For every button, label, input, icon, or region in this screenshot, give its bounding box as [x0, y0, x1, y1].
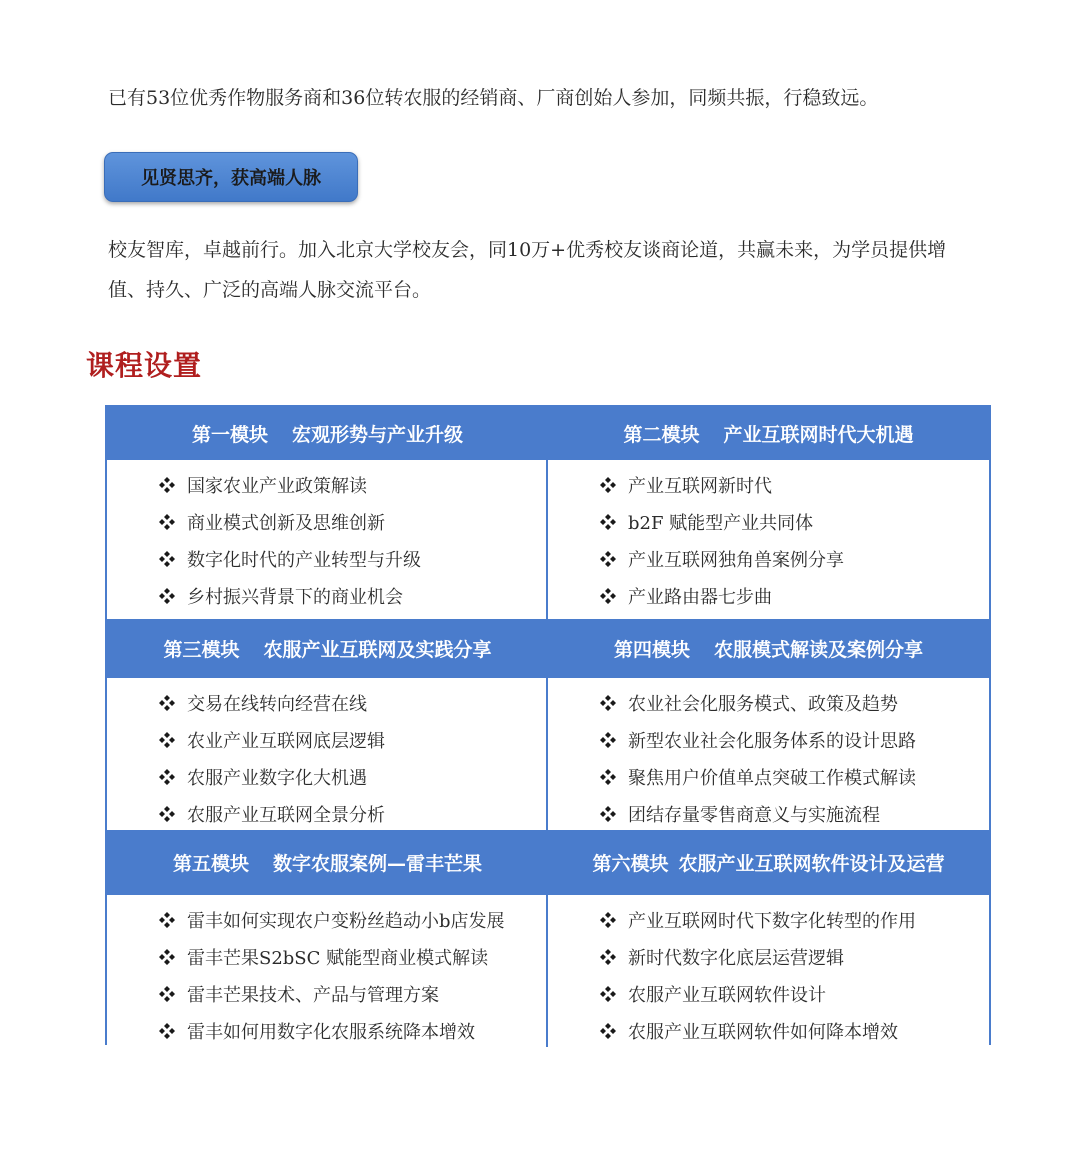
list-item: 雷丰芒果技术、产品与管理方案 — [159, 975, 546, 1012]
list-item: 农服产业数字化大机遇 — [159, 758, 546, 795]
module-5-title: 数字农服案例—雷丰芒果 — [273, 853, 483, 875]
module-4-title: 农服模式解读及案例分享 — [714, 639, 924, 661]
module-4-items — [548, 678, 989, 830]
diamond-bullet-icon — [600, 806, 616, 822]
list-item: 产业互联网独角兽案例分享 — [600, 540, 989, 577]
module-2-items — [548, 460, 989, 619]
diamond-bullet-icon — [159, 806, 175, 822]
module-6-items — [548, 895, 989, 1047]
module-3-number: 第三模块 — [163, 639, 240, 661]
course-table — [105, 405, 991, 1045]
list-item: 产业路由器七步曲 — [600, 577, 989, 614]
diamond-bullet-icon — [600, 732, 616, 748]
module-6-number: 第六模块 — [592, 853, 669, 875]
module-2-header — [548, 407, 989, 460]
diamond-bullet-icon — [600, 477, 616, 493]
module-6-header — [548, 830, 989, 895]
diamond-bullet-icon — [600, 588, 616, 604]
module-3-header — [107, 619, 548, 678]
diamond-bullet-icon — [159, 588, 175, 604]
diamond-bullet-icon — [159, 551, 175, 567]
module-5-header — [107, 830, 548, 895]
list-item: 雷丰如何用数字化农服系统降本增效 — [159, 1012, 546, 1049]
list-item: 新时代数字化底层运营逻辑 — [600, 938, 989, 975]
list-item: 商业模式创新及思维创新 — [159, 503, 546, 540]
module-5-number: 第五模块 — [172, 853, 249, 875]
diamond-bullet-icon — [159, 912, 175, 928]
diamond-bullet-icon — [600, 949, 616, 965]
section-title: 课程设置 — [86, 349, 203, 382]
diamond-bullet-icon — [159, 514, 175, 530]
list-item: 团结存量零售商意义与实施流程 — [600, 795, 989, 832]
list-item: 数字化时代的产业转型与升级 — [159, 540, 546, 577]
list-item: 产业互联网时代下数字化转型的作用 — [600, 901, 989, 938]
list-item: 新型农业社会化服务体系的设计思路 — [600, 721, 989, 758]
module-3-title: 农服产业互联网及实践分享 — [263, 639, 492, 661]
list-item: 交易在线转向经营在线 — [159, 684, 546, 721]
module-1-number: 第一模块 — [191, 424, 268, 446]
list-item: 产业互联网新时代 — [600, 466, 989, 503]
diamond-bullet-icon — [600, 1023, 616, 1039]
list-item: 农服产业互联网全景分析 — [159, 795, 546, 832]
module-4-number: 第四模块 — [613, 639, 690, 661]
diamond-bullet-icon — [159, 695, 175, 711]
network-paragraph: 校友智库，卓越前行。加入北京大学校友会，同10万+优秀校友谈商论道，共赢未来，为学员提供增值、持久、广泛的高端人脉交流平台。 — [108, 239, 947, 301]
list-item: 农业产业互联网底层逻辑 — [159, 721, 546, 758]
diamond-bullet-icon — [159, 986, 175, 1002]
highlight-badge: 见贤思齐，获高端人脉 — [104, 152, 358, 202]
list-item: 农服产业互联网软件如何降本增效 — [600, 1012, 989, 1049]
diamond-bullet-icon — [159, 732, 175, 748]
diamond-bullet-icon — [600, 769, 616, 785]
diamond-bullet-icon — [159, 477, 175, 493]
diamond-bullet-icon — [600, 695, 616, 711]
module-1-items — [107, 460, 548, 619]
list-item: 国家农业产业政策解读 — [159, 466, 546, 503]
list-item: b2F 赋能型产业共同体 — [600, 503, 989, 540]
diamond-bullet-icon — [600, 551, 616, 567]
module-1-header — [107, 407, 548, 460]
module-2-number: 第二模块 — [623, 424, 700, 446]
list-item: 农业社会化服务模式、政策及趋势 — [600, 684, 989, 721]
diamond-bullet-icon — [159, 769, 175, 785]
diamond-bullet-icon — [600, 986, 616, 1002]
diamond-bullet-icon — [600, 912, 616, 928]
module-2-title: 产业互联网时代大机遇 — [723, 424, 914, 446]
diamond-bullet-icon — [159, 1023, 175, 1039]
diamond-bullet-icon — [600, 514, 616, 530]
list-item: 雷丰如何实现农户变粉丝趋动小b店发展 — [159, 901, 546, 938]
list-item: 农服产业互联网软件设计 — [600, 975, 989, 1012]
list-item: 雷丰芒果S2bSC 赋能型商业模式解读 — [159, 938, 546, 975]
module-3-items — [107, 678, 548, 830]
module-1-title: 宏观形势与产业升级 — [292, 424, 464, 446]
module-5-items — [107, 895, 548, 1047]
intro-paragraph: 已有53位优秀作物服务商和36位转农服的经销商、厂商创始人参加，同频共振，行稳致远。 — [108, 87, 879, 109]
module-6-title: 农服产业互联网软件设计及运营 — [678, 853, 945, 875]
module-4-header — [548, 619, 989, 678]
list-item: 聚焦用户价值单点突破工作模式解读 — [600, 758, 989, 795]
list-item: 乡村振兴背景下的商业机会 — [159, 577, 546, 614]
diamond-bullet-icon — [159, 949, 175, 965]
